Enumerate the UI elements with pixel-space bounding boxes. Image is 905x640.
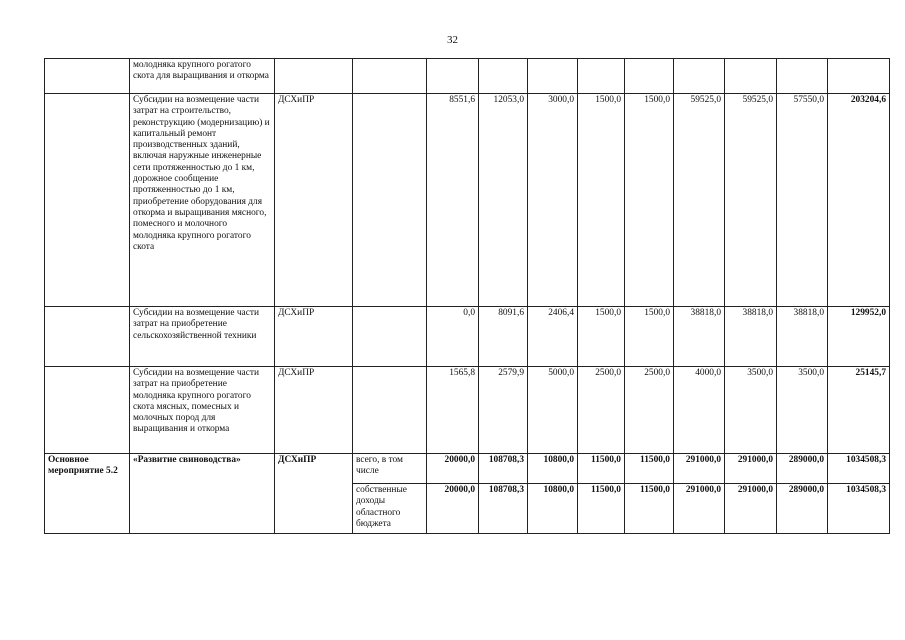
value-cell: 2500,0 [625,367,674,454]
value-cell: 291000,0 [725,484,777,534]
value-cell [674,59,725,94]
value-cell: 2579,9 [479,367,528,454]
value-cell: 0,0 [427,307,479,367]
value-cell: 38818,0 [777,307,828,367]
value-cell: 1500,0 [625,307,674,367]
value-cell: 8551,6 [427,94,479,307]
value-cell [725,59,777,94]
value-cell: 11500,0 [578,454,625,484]
total-cell: 1034508,3 [828,454,890,484]
value-cell: 38818,0 [725,307,777,367]
source-cell [353,94,427,307]
value-cell: 11500,0 [625,454,674,484]
total-cell: 1034508,3 [828,484,890,534]
value-cell: 1565,8 [427,367,479,454]
source-cell [353,367,427,454]
value-cell: 5000,0 [528,367,578,454]
executor-cell [275,59,353,94]
table-row [45,307,890,367]
total-cell [828,59,890,94]
value-cell [578,59,625,94]
total-cell: 203204,6 [828,94,890,307]
value-cell [427,59,479,94]
value-cell: 20000,0 [427,454,479,484]
executor-cell: ДСХиПР [275,367,353,454]
executor-cell: ДСХиПР [275,307,353,367]
value-cell: 3000,0 [528,94,578,307]
measure-cell [45,307,130,367]
measure-cell [45,94,130,307]
value-cell: 108708,3 [479,484,528,534]
value-cell: 108708,3 [479,454,528,484]
executor-cell: ДСХиПР [275,94,353,307]
total-cell: 25145,7 [828,367,890,454]
source-cell: всего, в том числе [353,454,427,484]
measure-cell: Основное мероприятие 5.2 [45,454,130,534]
value-cell: 3500,0 [777,367,828,454]
value-cell: 59525,0 [674,94,725,307]
value-cell: 289000,0 [777,484,828,534]
value-cell: 8091,6 [479,307,528,367]
value-cell: 20000,0 [427,484,479,534]
value-cell: 12053,0 [479,94,528,307]
event-name-cell: Субсидии на возмещение части затрат на приобретение сельскохозяйственной техники [130,307,275,367]
value-cell [777,59,828,94]
value-cell: 2500,0 [578,367,625,454]
page-number: 32 [447,34,458,46]
measure-cell [45,367,130,454]
table-row [45,454,890,484]
value-cell: 291000,0 [674,454,725,484]
value-cell: 11500,0 [578,484,625,534]
value-cell: 291000,0 [674,484,725,534]
value-cell [625,59,674,94]
value-cell: 38818,0 [674,307,725,367]
table-row [45,367,890,454]
value-cell: 2406,4 [528,307,578,367]
event-name-cell: Субсидии на возмещение части затрат на приобретение молодняка крупного рогатого скота мясных, помесных и молочных пород для выращивания и откорма [130,367,275,454]
value-cell: 4000,0 [674,367,725,454]
source-cell [353,307,427,367]
value-cell [528,59,578,94]
table-row [45,94,890,307]
value-cell: 59525,0 [725,94,777,307]
value-cell: 291000,0 [725,454,777,484]
event-name-cell: молодняка крупного рогатого скота для выращивания и откорма [130,59,275,94]
value-cell: 57550,0 [777,94,828,307]
measure-cell [45,59,130,94]
value-cell: 10800,0 [528,484,578,534]
value-cell: 1500,0 [625,94,674,307]
value-cell: 1500,0 [578,94,625,307]
value-cell: 11500,0 [625,484,674,534]
value-cell: 289000,0 [777,454,828,484]
executor-cell: ДСХиПР [275,454,353,534]
total-cell: 129952,0 [828,307,890,367]
source-cell: собственные доходы областного бюджета [353,484,427,534]
event-name-cell: Субсидии на возмещение части затрат на строительство, реконструкцию (модернизацию) и капитальный ремонт производственных зданий, включая наружные инженерные сети протяженностью до 1 км, дорожное сообщение протяженностью до 1 км, приобретение оборудования для откорма и выращивания мясного, помесного и молочного молодняка крупного рогатого скота [130,94,275,307]
value-cell: 3500,0 [725,367,777,454]
event-name-cell: «Развитие свиноводства» [130,454,275,534]
source-cell [353,59,427,94]
table-row [45,59,890,94]
value-cell: 1500,0 [578,307,625,367]
budget-table [44,58,890,534]
value-cell [479,59,528,94]
value-cell: 10800,0 [528,454,578,484]
